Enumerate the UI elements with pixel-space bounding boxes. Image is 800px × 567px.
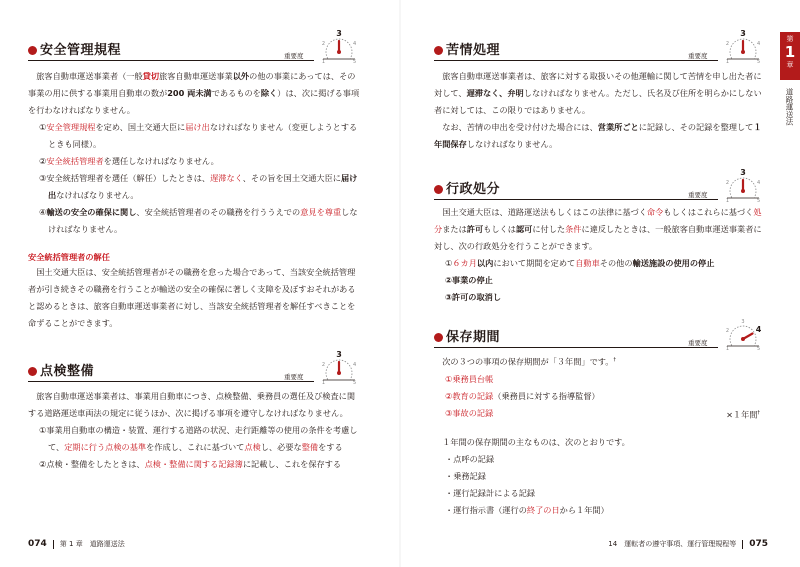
section-rule: [28, 381, 314, 382]
chapter-tab-prefix: 第: [786, 35, 794, 43]
section-bullet-icon: [28, 367, 37, 376]
paragraph: なお、苦情の申出を受け付けた場合には、営業所ごとに記録し、その記録を整理して１年間保存しなければなりません。: [434, 122, 762, 149]
bullet-item: ・運行記録計による記録: [445, 487, 536, 498]
chapter-tab-title: 道路運送法: [785, 88, 794, 126]
spacer: [434, 422, 766, 434]
section-bullet-icon: [434, 333, 443, 342]
gauge-tick-label: 4: [352, 362, 357, 368]
gauge-hub: [741, 337, 745, 341]
list-item: ③許可の取消し: [445, 292, 502, 302]
importance-gauge-icon: [316, 350, 362, 389]
gauge-tick-label: 3: [740, 168, 746, 177]
list-item: ②教育の記録（乗務員に対する指導監督）: [445, 390, 600, 401]
paragraph: 次の３つの事項の保存期間が「３年間」です。†: [442, 356, 616, 367]
list-item: ②点検・整備をしたときは、点検・整備に関する記録簿に記載し、これを保存する: [39, 459, 342, 469]
section-bullet-icon: [28, 46, 37, 55]
sub-heading: 安全統括管理者の解任: [28, 252, 110, 262]
gauge-tick-label: 2: [321, 41, 326, 47]
list-item: ③安全統括管理者を選任（解任）したときは、遅滞なく、その旨を国土交通大臣に届け出なければなりません。: [39, 173, 358, 200]
gauge-tick-label: 4: [756, 41, 761, 47]
left-footer: [28, 539, 125, 549]
section-header-safety-rules: [28, 29, 362, 70]
importance-gauge-icon: [720, 321, 766, 355]
page-number: 074: [28, 539, 47, 549]
importance-label: 重要度: [284, 373, 304, 381]
section-bullet-icon: [434, 185, 443, 194]
administrative-body: [434, 204, 766, 306]
complaints-body: [434, 68, 766, 153]
importance-label: 重要度: [688, 52, 708, 60]
importance-gauge-icon: [720, 168, 766, 207]
paragraph: 国土交通大臣は、安全統括管理者がその職務を怠った場合であって、当該安全統括管理者が引き続きその職務を行うことが輸送の安全の確保に著しく支障を及ぼすおそれがあると認めるときは、旅客自動車運送事業者に対し、当該安全統括管理者を解任すべきことを命ずることができます。: [28, 267, 356, 328]
importance-gauge-icon: [316, 29, 362, 68]
gauge-tick-label: 3: [740, 29, 746, 38]
gauge-tick-label: 5: [756, 198, 761, 204]
page-number: 075: [749, 539, 768, 549]
bullet-item: ・乗務記録: [445, 470, 486, 481]
gauge-hub: [741, 50, 745, 54]
importance-label: 重要度: [688, 191, 708, 199]
retention-body: [434, 352, 766, 519]
gauge-tick-label: 2: [725, 41, 730, 47]
right-footer: [608, 539, 768, 549]
list-item: ①事業用自動車の構造・装置、運行する道路の状況、走行距離等の使用の条件を考慮して、定期に行う点検の基準を作成し、これに基づいて点検し、必要な整備をする: [39, 425, 358, 452]
paragraph: 旅客自動車運送事業者は、事業用自動車につき、点検整備、乗務員の選任及び検査に関する道路運送車両法の規定に従うほか、次に掲げる事項を遵守しなければなりません。: [28, 391, 356, 418]
list-item: ③事故の記録 ×１年間†: [445, 407, 760, 420]
paragraph: 旅客自動車運送事業者は、旅客に対する取扱いその他運輸に関して苦情を申し出た者に対して、遅滞なく、弁明しなければなりません。ただし、氏名及び住所を明らかにしない者に対しては、この限りではありません。: [434, 71, 762, 115]
section-title: 点検整備: [40, 364, 95, 379]
list-item: ②安全統括管理者を選任しなければなりません。: [39, 156, 219, 166]
gauge-tick-label: 3: [741, 319, 745, 325]
section-title: 苦情処理: [446, 43, 501, 58]
section-rule: [434, 60, 718, 61]
gauge-tick-label: 2: [725, 180, 730, 186]
section-rule: [28, 60, 314, 61]
importance-gauge-icon: [720, 29, 766, 68]
gauge-tick-label: 4: [352, 41, 357, 47]
list-item: ①６カ月以内において期間を定めて自動車その他の輸送施設の使用の停止: [445, 258, 715, 268]
gauge-tick-label: 2: [321, 362, 326, 368]
gauge-arc: [730, 326, 756, 346]
gauge-tick-label: 5: [756, 59, 761, 65]
gauge-tick-label: 1: [725, 346, 730, 352]
chapter-tab-number: 1: [784, 43, 796, 61]
inspection-body: [28, 388, 362, 473]
gauge-hub: [741, 189, 745, 193]
section-header-inspection: [28, 350, 362, 391]
gauge-hub: [337, 50, 341, 54]
section-rule: [434, 199, 718, 200]
gauge-tick-label: 5: [756, 346, 761, 352]
gauge-tick-label: 1: [321, 59, 326, 65]
importance-label: 重要度: [688, 339, 708, 347]
list-item: ①安全管理規程を定め、国土交通大臣に届け出なければなりません（変更しようとするときも同様）。: [39, 122, 358, 149]
gauge-tick-label: 4: [755, 325, 762, 334]
list-item: ①乗務員台帳: [445, 373, 494, 384]
gauge-tick-label: 2: [725, 328, 730, 334]
gauge-tick-label: 1: [321, 380, 326, 386]
bullet-item: ・点呼の記録: [445, 453, 495, 464]
list-item: ④輸送の安全の確保に関し、安全統括管理者のその職務を行ううえでの意見を尊重しなければなりません。: [39, 207, 358, 234]
importance-label: 重要度: [284, 52, 304, 60]
section-title: 保存期間: [446, 330, 501, 345]
gauge-tick-label: 5: [352, 380, 357, 386]
paragraph: 国土交通大臣は、道路運送法もしくはこの法律に基づく命令もしくはこれらに基づく処分または許可もしくは認可に付した条件に違反したときは、一般旅客自動車運送事業者に対し、次の行政処分を行うことができます。: [434, 207, 762, 251]
gauge-tick-label: 1: [725, 59, 730, 65]
gauge-tick-label: 3: [336, 350, 342, 359]
dismissal-body: [28, 264, 362, 332]
chapter-tab-suffix: 章: [786, 61, 794, 69]
chapter-label: 14 運転者の遵守事項、運行管理規程等: [608, 540, 737, 548]
chapter-tab: [780, 32, 800, 166]
bullet-item: ・運行指示書（運行の終了の日から１年間）: [445, 504, 609, 515]
chapter-tab-box: [780, 32, 800, 80]
section-header-complaints: [434, 29, 766, 70]
paragraph: 旅客自動車運送事業者（一般貸切旅客自動車運送事業以外の他の事業にあっては、その事業の用に供する事業用自動車の数が200 両未満であるものを除く）は、次に掲げる事項を行わなければなりません。: [28, 71, 360, 115]
paragraph: １年間の保存期間の主なものは、次のとおりです。: [442, 436, 630, 447]
safety-rules-body: [28, 68, 362, 238]
section-bullet-icon: [434, 46, 443, 55]
gauge-tick-label: 5: [352, 59, 357, 65]
list-item: ②事業の停止: [445, 275, 493, 285]
section-rule: [434, 347, 718, 348]
section-title: 行政処分: [446, 182, 501, 197]
gauge-tick-label: 3: [336, 29, 342, 38]
chapter-label: 第 1 章 道路運送法: [59, 540, 125, 548]
gauge-hub: [337, 371, 341, 375]
section-title: 安全管理規程: [40, 43, 122, 58]
right-page: [400, 0, 800, 567]
gauge-tick-label: 4: [756, 180, 761, 186]
gauge-tick-label: 1: [725, 198, 730, 204]
